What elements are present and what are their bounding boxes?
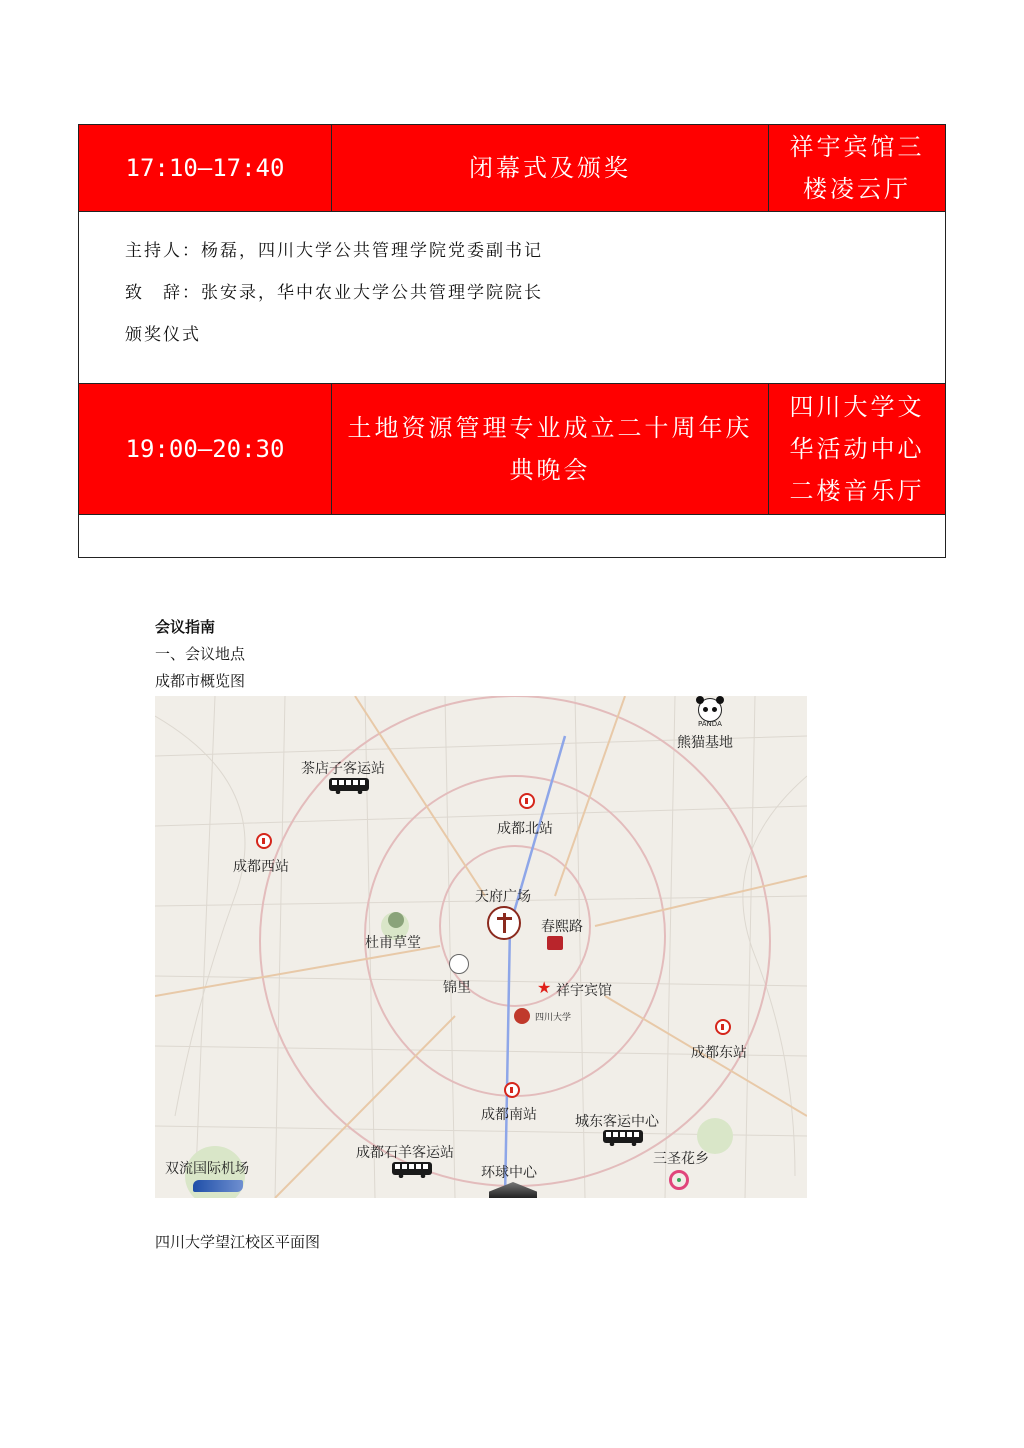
railway-station-icon: [715, 1019, 731, 1035]
jinli-logo-icon: [449, 954, 469, 974]
bus-icon: [603, 1130, 643, 1143]
flower-icon: [669, 1170, 689, 1190]
label-east-station[interactable]: 成都东站: [691, 1045, 747, 1061]
star-icon: ★: [537, 978, 552, 997]
label-west-station[interactable]: 成都西站: [233, 859, 289, 875]
railway-station-icon: [519, 793, 535, 809]
label-north-station[interactable]: 成都北站: [497, 821, 553, 837]
railway-station-icon: [504, 1082, 520, 1098]
event-cell: 闭幕式及颁奖: [332, 125, 769, 211]
panda-logo-text: PANDA: [698, 720, 722, 728]
bamboo-icon: [388, 912, 404, 928]
panda-icon: [698, 698, 722, 722]
tianfu-square-icon: [487, 906, 521, 940]
scu-seal-icon: [514, 1008, 530, 1024]
empty-row: [79, 515, 945, 557]
chunxi-logo-icon: [547, 936, 563, 950]
label-chengdong-bus[interactable]: 城东客运中心: [575, 1114, 659, 1130]
label-chadianzi[interactable]: 茶店子客运站: [301, 761, 385, 777]
label-south-station[interactable]: 成都南站: [481, 1107, 537, 1123]
event-cell: 土地资源管理专业成立二十周年庆典晚会: [332, 384, 769, 514]
time-cell: 19:00—20:30: [79, 384, 332, 514]
label-panda-base[interactable]: 熊猫基地: [677, 735, 733, 751]
campus-map-caption: 四川大学望江校区平面图: [155, 1233, 321, 1251]
bus-icon: [392, 1162, 432, 1175]
detail-line: 主持人：杨磊，四川大学公共管理学院党委副书记: [125, 241, 543, 261]
guide-heading: 会议指南: [155, 618, 216, 636]
venue-cell: 四川大学文华活动中心二楼音乐厅: [789, 393, 925, 505]
label-huanqiu-center[interactable]: 环球中心: [481, 1165, 537, 1181]
label-tianfu-square[interactable]: 天府广场: [475, 889, 531, 905]
schedule-row-closing: [79, 125, 945, 212]
label-shuangliu-airport[interactable]: 双流国际机场: [165, 1161, 249, 1177]
schedule-details: [79, 212, 945, 384]
chengdu-overview-map[interactable]: [155, 696, 807, 1198]
bus-icon: [329, 778, 369, 791]
map-caption: 成都市概览图: [155, 672, 246, 690]
label-xiangyu-hotel[interactable]: 祥宇宾馆: [556, 983, 612, 999]
schedule-row-gala: [79, 384, 945, 515]
detail-line: 颁奖仪式: [125, 325, 201, 345]
airport-logo-icon: [193, 1180, 243, 1192]
conference-guide: [155, 614, 245, 695]
label-sansheng[interactable]: 三圣花乡: [653, 1151, 709, 1167]
schedule-table: [78, 124, 946, 558]
scu-logo-text: 四川大学: [535, 1013, 572, 1023]
detail-line: 致 辞：张安录，华中农业大学公共管理学院院长: [125, 283, 543, 303]
label-jinli[interactable]: 锦里: [443, 980, 471, 996]
time-cell: 17:10—17:40: [79, 125, 332, 211]
section-title: 一、会议地点: [155, 645, 246, 663]
label-chunxi-road[interactable]: 春熙路: [541, 919, 583, 935]
label-shiyang-bus[interactable]: 成都石羊客运站: [356, 1145, 454, 1161]
railway-station-icon: [256, 833, 272, 849]
venue-cell: 祥宇宾馆三楼凌云厅: [789, 133, 925, 203]
label-dufu-cottage[interactable]: 杜甫草堂: [365, 935, 421, 951]
